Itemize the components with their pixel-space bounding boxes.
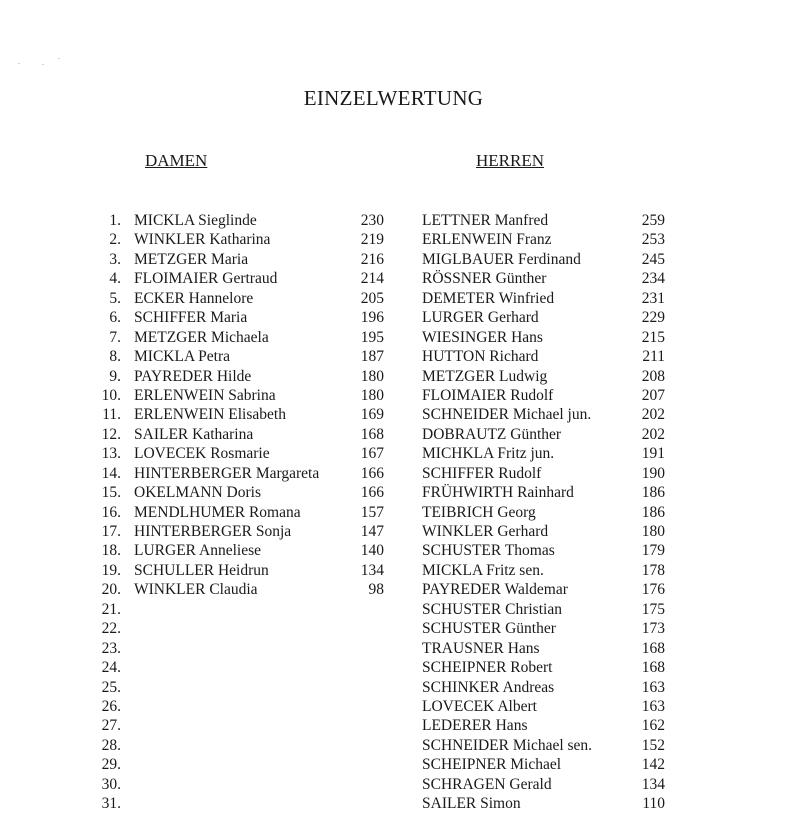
rank-number: 31. xyxy=(101,795,121,813)
ranking-row xyxy=(0,230,787,249)
herren-score: 110 xyxy=(642,795,665,813)
damen-score: 180 xyxy=(360,386,384,404)
ranking-row xyxy=(0,367,787,386)
herren-name: SCHINKER Andreas xyxy=(422,678,555,696)
ranking-row xyxy=(0,289,787,308)
ranking-row xyxy=(0,483,787,502)
herren-score: 176 xyxy=(641,581,665,599)
ranking-row xyxy=(0,405,787,424)
rank-number: 30. xyxy=(101,775,121,793)
damen-name: LURGER Anneliese xyxy=(134,542,261,560)
herren-score: 208 xyxy=(641,367,665,385)
rank-number: 8. xyxy=(109,348,121,366)
herren-name: MIGLBAUER Ferdinand xyxy=(422,250,581,268)
ranking-row xyxy=(0,444,787,463)
herren-score: 178 xyxy=(641,561,665,579)
rank-number: 16. xyxy=(101,503,121,521)
damen-score: 147 xyxy=(360,523,384,540)
damen-score: 230 xyxy=(360,212,384,229)
rank-number: 4. xyxy=(109,270,121,288)
herren-name: MICHKLA Fritz jun. xyxy=(422,445,555,463)
ranking-row xyxy=(0,697,787,716)
herren-name: SCHEIPNER Michael xyxy=(422,756,562,774)
damen-name: FLOIMAIER Gertraud xyxy=(134,270,278,288)
herren-name: SCHUSTER Christian xyxy=(422,600,562,618)
ranking-row xyxy=(0,522,787,541)
ranking-row xyxy=(0,736,787,755)
ranking-row xyxy=(0,678,787,697)
herren-score: 163 xyxy=(641,697,665,715)
damen-score: 157 xyxy=(360,503,384,521)
rank-number: 18. xyxy=(101,542,121,560)
ranking-row xyxy=(0,580,787,599)
herren-score: 234 xyxy=(641,270,665,288)
rank-number: 1. xyxy=(109,212,121,229)
ranking-row xyxy=(0,308,787,327)
damen-name: ERLENWEIN Sabrina xyxy=(134,386,276,404)
ranking-row xyxy=(0,386,787,405)
ranking-row xyxy=(0,561,787,580)
damen-name: MENDLHUMER Romana xyxy=(134,503,301,521)
ranking-row xyxy=(0,541,787,560)
damen-name: PAYREDER Hilde xyxy=(134,367,252,385)
herren-score: 207 xyxy=(641,386,665,404)
rank-number: 26. xyxy=(101,697,121,715)
rank-number: 3. xyxy=(109,250,121,268)
herren-name: LEDERER Hans xyxy=(422,717,528,735)
rank-number: 29. xyxy=(101,756,121,774)
herren-score: 162 xyxy=(641,717,665,735)
rank-number: 28. xyxy=(101,736,121,754)
herren-name: WIESINGER Hans xyxy=(422,328,543,346)
ranking-row xyxy=(0,755,787,774)
ranking-row xyxy=(0,464,787,483)
ranking-row xyxy=(0,794,787,813)
herren-name: SCHIFFER Rudolf xyxy=(422,464,542,482)
herren-name: FRÜHWIRTH Rainhard xyxy=(422,484,574,502)
damen-column-heading: DAMEN xyxy=(145,151,208,170)
damen-score: 166 xyxy=(360,484,384,502)
scan-speck xyxy=(58,58,60,59)
ranking-row xyxy=(0,600,787,619)
damen-name: MICKLA Sieglinde xyxy=(134,212,257,229)
rank-number: 6. xyxy=(109,309,121,327)
damen-name: SCHIFFER Maria xyxy=(134,309,248,327)
damen-name: MICKLA Petra xyxy=(134,348,231,366)
herren-score: 134 xyxy=(641,775,665,793)
herren-name: SCHNEIDER Michael jun. xyxy=(422,406,592,424)
ranking-row xyxy=(0,269,787,288)
damen-score: 140 xyxy=(360,542,384,560)
damen-name: LOVECEK Rosmarie xyxy=(134,445,270,463)
herren-name: TRAUSNER Hans xyxy=(422,639,540,657)
herren-name: PAYREDER Waldemar xyxy=(422,581,568,599)
herren-name: ERLENWEIN Franz xyxy=(422,231,552,249)
herren-name: HUTTON Richard xyxy=(422,348,539,366)
damen-score: 166 xyxy=(360,464,384,482)
herren-name: SAILER Simon xyxy=(422,795,521,813)
ranking-row xyxy=(0,639,787,658)
herren-score: 186 xyxy=(641,503,665,521)
damen-name: WINKLER Katharina xyxy=(134,231,271,249)
damen-name: HINTERBERGER Margareta xyxy=(134,464,320,482)
ranking-row xyxy=(0,503,787,522)
damen-score: 168 xyxy=(360,425,384,443)
damen-name: OKELMANN Doris xyxy=(134,484,262,502)
ranking-row xyxy=(0,775,787,794)
herren-score: 179 xyxy=(641,542,665,560)
rank-number: 14. xyxy=(101,464,121,482)
damen-name: SCHULLER Heidrun xyxy=(134,561,269,579)
herren-score: 229 xyxy=(641,309,665,327)
rank-number: 22. xyxy=(101,620,121,638)
herren-name: LOVECEK Albert xyxy=(422,697,537,715)
damen-score: 180 xyxy=(360,367,384,385)
damen-name: WINKLER Claudia xyxy=(134,581,258,599)
rank-number: 9. xyxy=(109,367,121,385)
herren-score: 163 xyxy=(641,678,665,696)
damen-name: SAILER Katharina xyxy=(134,425,254,443)
rank-number: 12. xyxy=(101,425,121,443)
herren-name: DOBRAUTZ Günther xyxy=(422,425,562,443)
damen-score: 196 xyxy=(360,309,384,327)
rank-number: 15. xyxy=(101,484,121,502)
herren-score: 180 xyxy=(641,523,665,540)
damen-score: 195 xyxy=(360,328,384,346)
damen-name: HINTERBERGER Sonja xyxy=(134,523,292,540)
damen-score: 98 xyxy=(368,581,384,599)
herren-name: MICKLA Fritz sen. xyxy=(422,561,544,579)
rank-number: 21. xyxy=(101,600,121,618)
herren-score: 142 xyxy=(641,756,665,774)
rank-number: 20. xyxy=(101,581,121,599)
ranking-row xyxy=(0,328,787,347)
damen-score: 169 xyxy=(360,406,384,424)
herren-name: LETTNER Manfred xyxy=(422,212,549,229)
rank-number: 17. xyxy=(101,523,121,540)
herren-name: SCHEIPNER Robert xyxy=(422,659,553,677)
herren-score: 168 xyxy=(641,659,665,677)
damen-name: METZGER Maria xyxy=(134,250,249,268)
herren-score: 245 xyxy=(641,250,665,268)
damen-score: 187 xyxy=(360,348,384,366)
herren-score: 152 xyxy=(641,736,665,754)
herren-score: 259 xyxy=(641,212,665,229)
damen-name: METZGER Michaela xyxy=(134,328,269,346)
rank-number: 13. xyxy=(101,445,121,463)
rank-number: 19. xyxy=(101,561,121,579)
herren-score: 175 xyxy=(641,600,665,618)
ranking-row xyxy=(0,619,787,638)
scan-speck xyxy=(42,64,44,65)
herren-column-heading: HERREN xyxy=(476,151,544,170)
damen-score: 205 xyxy=(360,289,384,307)
page-title: EINZELWERTUNG xyxy=(303,86,484,110)
rank-number: 10. xyxy=(101,386,121,404)
rank-number: 7. xyxy=(109,328,121,346)
ranking-table xyxy=(0,211,787,814)
herren-score: 253 xyxy=(641,231,665,249)
ranking-row xyxy=(0,425,787,444)
herren-score: 168 xyxy=(641,639,665,657)
herren-name: METZGER Ludwig xyxy=(422,367,548,385)
herren-name: DEMETER Winfried xyxy=(422,289,555,307)
damen-score: 216 xyxy=(360,250,384,268)
herren-name: SCHUSTER Thomas xyxy=(422,542,555,560)
herren-score: 211 xyxy=(642,348,665,366)
herren-name: RÖSSNER Günther xyxy=(422,270,547,288)
herren-name: WINKLER Gerhard xyxy=(422,523,549,540)
ranking-row xyxy=(0,716,787,735)
herren-score: 202 xyxy=(641,425,665,443)
herren-name: TEIBRICH Georg xyxy=(422,503,536,521)
ranking-row xyxy=(0,211,787,230)
herren-score: 173 xyxy=(641,620,665,638)
herren-name: SCHRAGEN Gerald xyxy=(422,775,552,793)
herren-name: FLOIMAIER Rudolf xyxy=(422,386,554,404)
herren-score: 191 xyxy=(641,445,665,463)
rank-number: 11. xyxy=(102,406,121,424)
ranking-row xyxy=(0,658,787,677)
rank-number: 2. xyxy=(109,231,121,249)
herren-name: LURGER Gerhard xyxy=(422,309,539,327)
herren-name: SCHNEIDER Michael sen. xyxy=(422,736,593,754)
damen-score: 219 xyxy=(360,231,384,249)
rank-number: 5. xyxy=(109,289,121,307)
damen-score: 214 xyxy=(360,270,384,288)
damen-name: ECKER Hannelore xyxy=(134,289,254,307)
ranking-row xyxy=(0,347,787,366)
herren-score: 190 xyxy=(641,464,665,482)
scan-speck xyxy=(18,63,20,64)
rank-number: 25. xyxy=(101,678,121,696)
damen-score: 134 xyxy=(360,561,384,579)
herren-score: 202 xyxy=(641,406,665,424)
herren-name: SCHUSTER Günther xyxy=(422,620,556,638)
herren-score: 231 xyxy=(641,289,665,307)
damen-name: ERLENWEIN Elisabeth xyxy=(134,406,286,424)
ranking-row xyxy=(0,250,787,269)
rank-number: 27. xyxy=(101,717,121,735)
herren-score: 215 xyxy=(641,328,665,346)
rank-number: 23. xyxy=(101,639,121,657)
damen-score: 167 xyxy=(360,445,384,463)
herren-score: 186 xyxy=(641,484,665,502)
rank-number: 24. xyxy=(101,659,121,677)
